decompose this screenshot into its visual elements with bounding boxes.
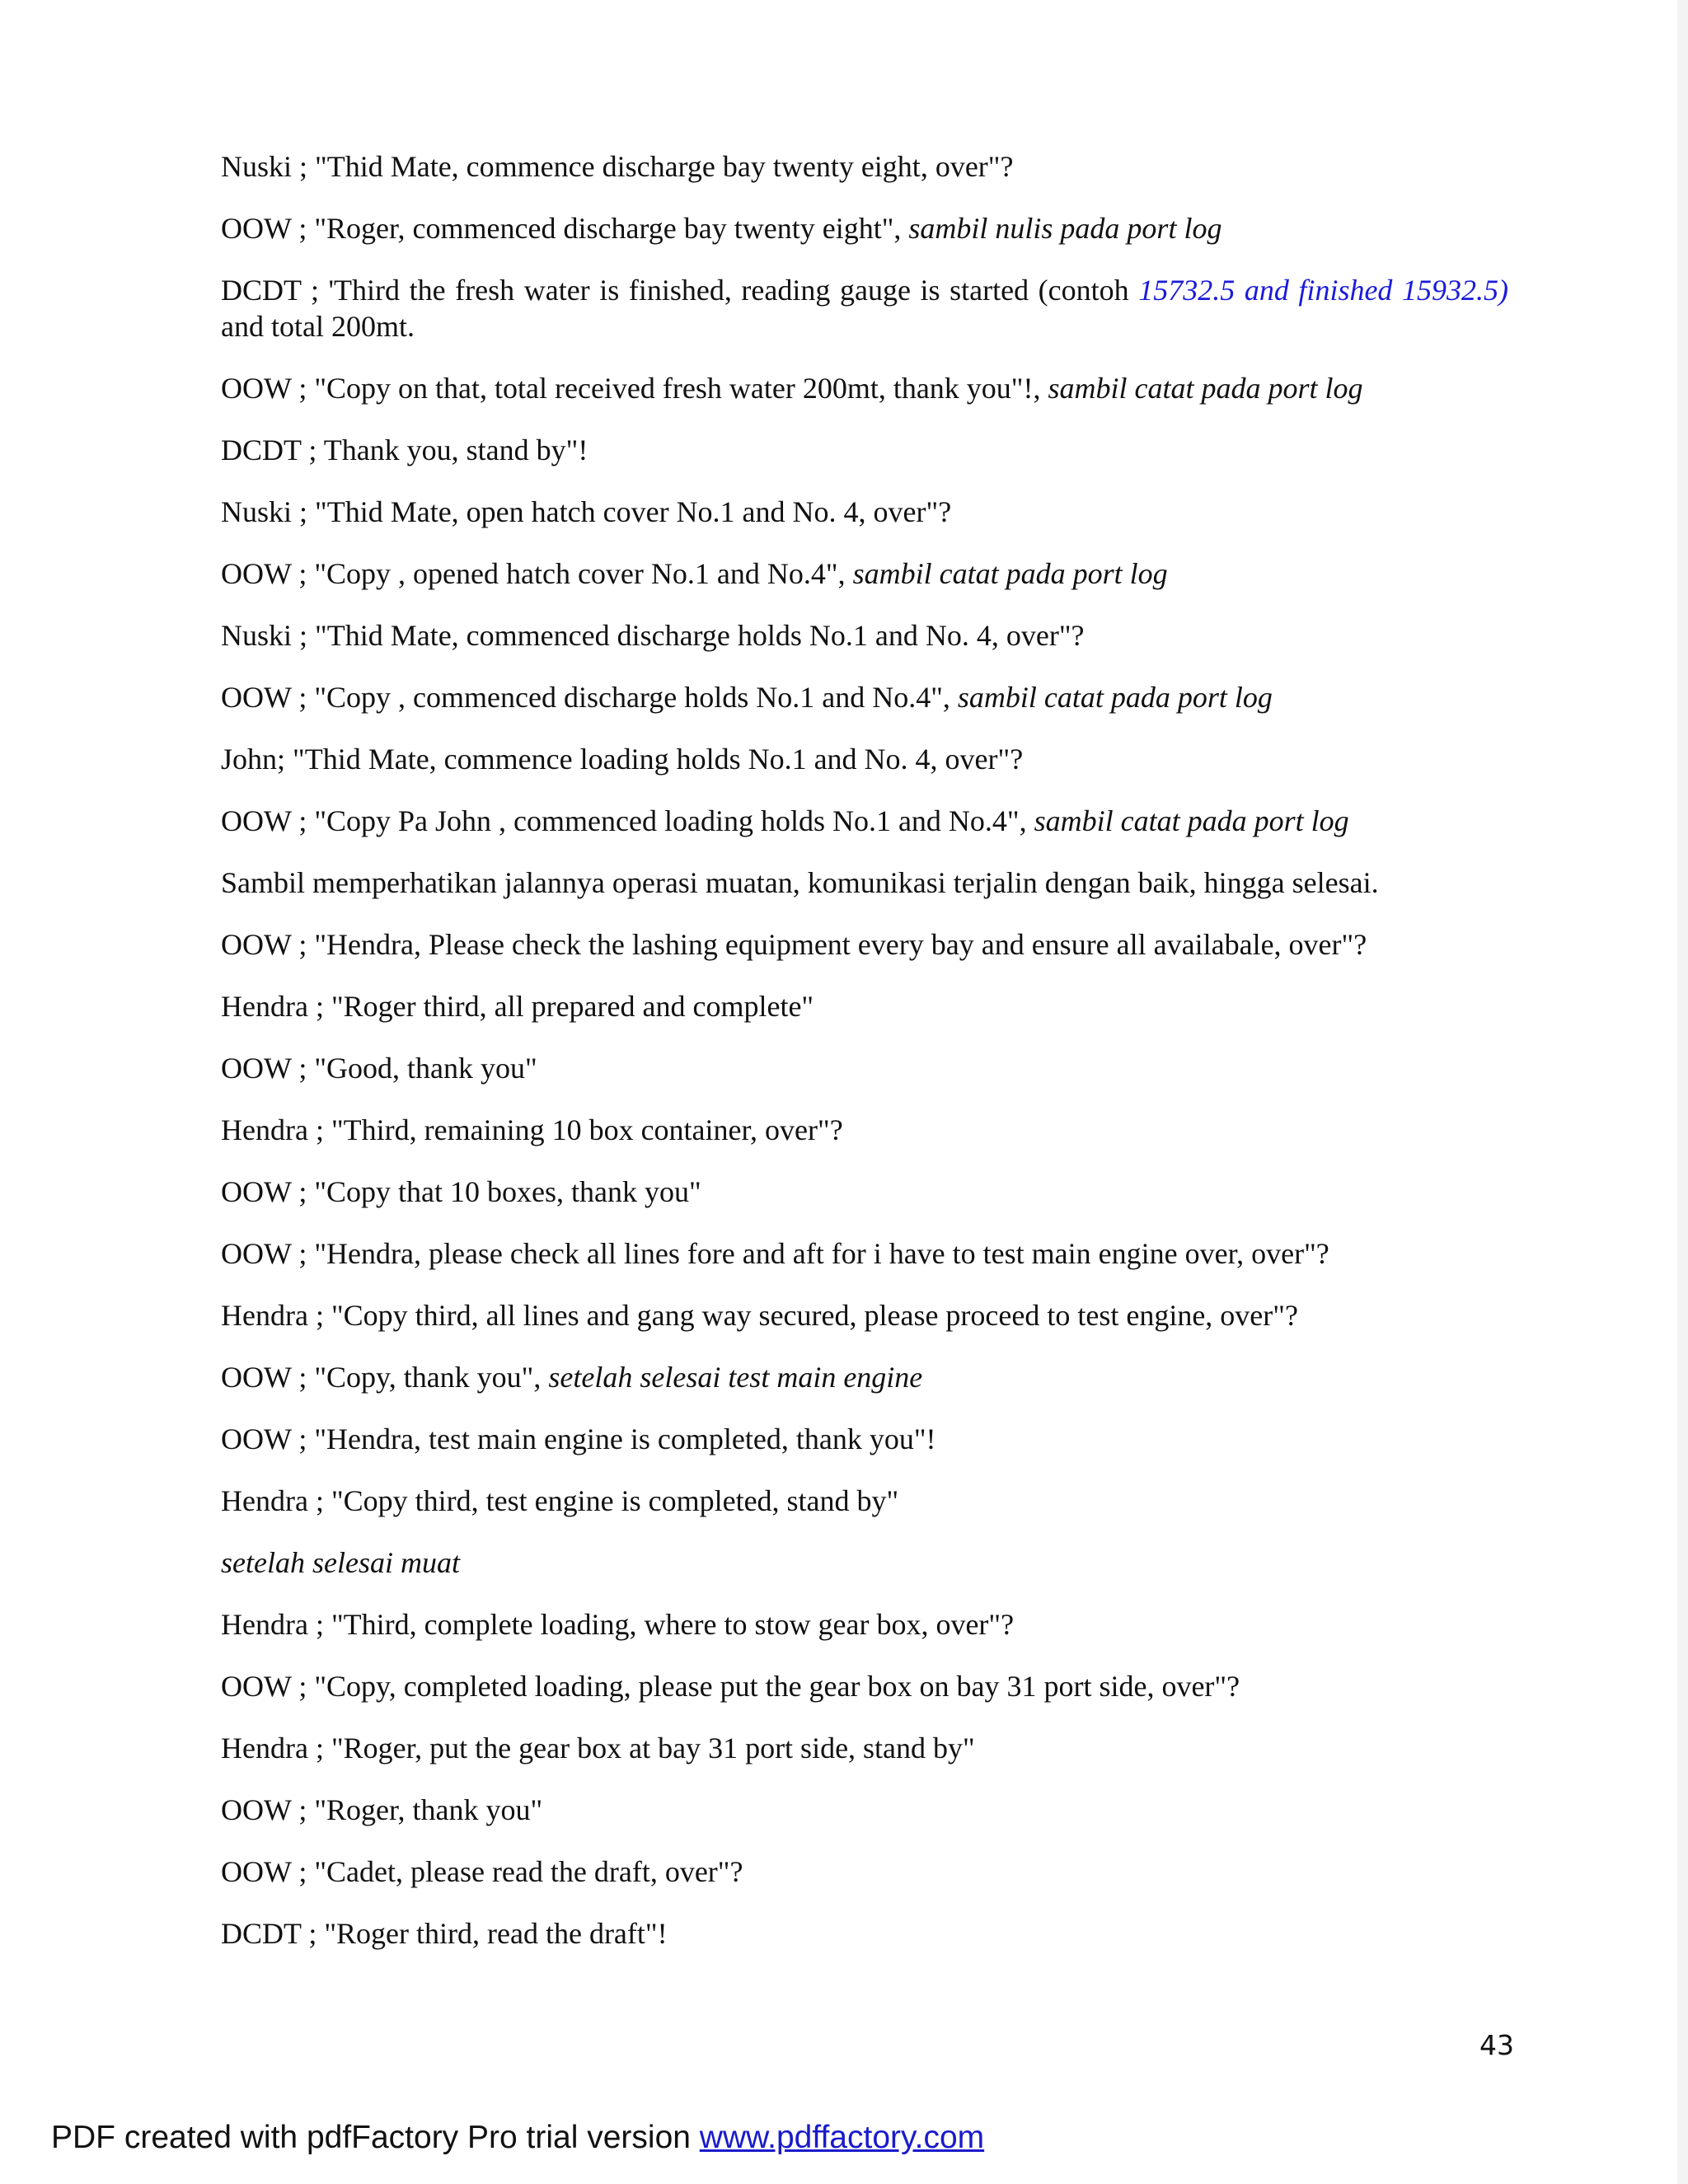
dialogue-line: OOW ; "Hendra, please check all lines fore and aft for i have to test main engine over, over"? [221,1237,1329,1270]
dialogue-line: OOW ; "Copy Pa John , commenced loading holds No.1 and No.4", sambil catat pada port log [221,804,1349,837]
dialogue-line: OOW ; "Cadet, please read the draft, over"? [221,1855,743,1888]
pdf-footer [51,2120,984,2156]
italic-note: sambil catat pada port log [1048,372,1363,405]
footer-text: PDF created with pdfFactory Pro trial version [51,2120,700,2155]
dialogue-line: Hendra ; "Third, complete loading, where to stow gear box, over"? [221,1608,1015,1641]
italic-note: sambil catat pada port log [1034,804,1349,837]
document-body [221,148,1508,1977]
narration-line: Sambil memperhatikan jalannya operasi muatan, komunikasi terjalin dengan baik, hingga selesai. [221,866,1379,899]
dialogue-line: Hendra ; "Roger, put the gear box at bay 31 port side, stand by" [221,1732,975,1765]
italic-note: sambil nulis pada port log [908,212,1222,245]
dialogue-line: Nuski ; "Thid Mate, open hatch cover No.1 and No. 4, over"? [221,495,952,528]
page-edge-shade [1677,0,1688,2184]
italic-note: setelah selesai test main engine [548,1361,923,1394]
dialogue-line: Nuski ; "Thid Mate, commence discharge bay twenty eight, over"? [221,150,1014,183]
dialogue-line: John; "Thid Mate, commence loading holds No.1 and No. 4, over"? [221,743,1024,776]
dialogue-line: Nuski ; "Thid Mate, commenced discharge holds No.1 and No. 4, over"? [221,619,1085,652]
dialogue-line: OOW ; "Roger, commenced discharge bay twenty eight", sambil nulis pada port log [221,212,1222,245]
dialogue-line: OOW ; "Copy, completed loading, please put the gear box on bay 31 port side, over"? [221,1670,1240,1703]
italic-note: setelah selesai muat [221,1546,460,1579]
italic-note: sambil catat pada port log [957,681,1273,714]
italic-note: sambil catat pada port log [852,557,1168,590]
dialogue-line: OOW ; "Roger, thank you" [221,1793,543,1826]
dialogue-line: DCDT ; Thank you, stand by"! [221,434,588,466]
section-note [221,1544,1508,1581]
dialogue-line: Hendra ; "Copy third, test engine is completed, stand by" [221,1484,899,1517]
dialogue-line: OOW ; "Copy that 10 boxes, thank you" [221,1175,701,1208]
page-number: 43 [1479,2029,1514,2061]
dialogue-line: DCDT ; "Roger third, read the draft"! [221,1917,668,1950]
dialogue-line: OOW ; "Copy , commenced discharge holds No.1 and No.4", sambil catat pada port log [221,681,1273,714]
dialogue-line: OOW ; "Copy, thank you", setelah selesai test main engine [221,1361,923,1394]
dialogue-line: OOW ; "Copy on that, total received fresh water 200mt, thank you"!, sambil catat pada port log [221,372,1363,405]
dialogue-line: Hendra ; "Copy third, all lines and gang way secured, please proceed to test engine, over"? [221,1299,1298,1332]
dialogue-line: DCDT ; 'Third the fresh water is finished, reading gauge is started (contoh 15732.5 and finished 15932.5) and total 200mt. [221,274,1509,343]
highlighted-reading: 15732.5 and finished 15932.5) [1138,274,1509,307]
pdffactory-link[interactable]: www.pdffactory.com [699,2120,985,2155]
dialogue-line: OOW ; "Hendra, Please check the lashing equipment every bay and ensure all availabale, over"? [221,928,1367,961]
dialogue-line: Hendra ; "Third, remaining 10 box container, over"? [221,1113,843,1146]
dialogue-line: OOW ; "Hendra, test main engine is completed, thank you"! [221,1422,936,1455]
dialogue-line: Hendra ; "Roger third, all prepared and complete" [221,990,814,1023]
dialogue-line: OOW ; "Good, thank you" [221,1052,537,1085]
dialogue-line: OOW ; "Copy , opened hatch cover No.1 and No.4", sambil catat pada port log [221,557,1168,590]
